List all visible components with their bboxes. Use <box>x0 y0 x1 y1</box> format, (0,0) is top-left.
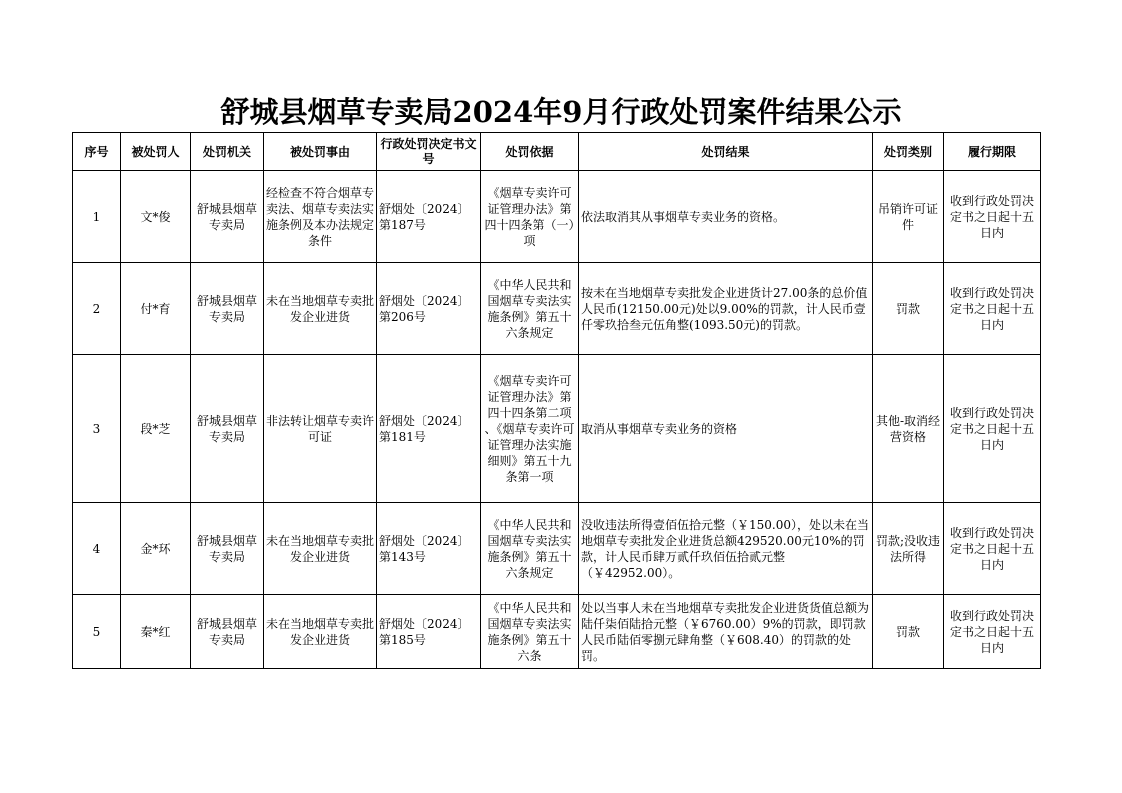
cell-result: 处以当事人未在当地烟草专卖批发企业进货货值总额为陆仟柒佰陆拾元整（￥6760.00）9%的罚款，即罚款人民币陆佰零捌元肆角整（￥608.40）的罚款的处罚。 <box>579 595 873 669</box>
cell-authority: 舒城县烟草专卖局 <box>191 171 264 263</box>
cell-authority: 舒城县烟草专卖局 <box>191 263 264 355</box>
cell-doc-no: 舒烟处〔2024〕第185号 <box>377 595 481 669</box>
cell-authority: 舒城县烟草专卖局 <box>191 355 264 503</box>
header-seq: 序号 <box>73 133 121 171</box>
cell-result: 按未在当地烟草专卖批发企业进货计27.00条的总价值人民币(12150.00元)处以9.00%的罚款，计人民币壹仟零玖拾叁元伍角整(1093.50元)的罚款。 <box>579 263 873 355</box>
cell-deadline: 收到行政处罚决定书之日起十五日内 <box>944 171 1041 263</box>
header-basis: 处罚依据 <box>481 133 579 171</box>
cell-result: 取消从事烟草专卖业务的资格 <box>579 355 873 503</box>
cell-seq: 2 <box>73 263 121 355</box>
cell-doc-no: 舒烟处〔2024〕第187号 <box>377 171 481 263</box>
header-category: 处罚类别 <box>873 133 944 171</box>
cell-category: 罚款 <box>873 263 944 355</box>
cell-category: 吊销许可证件 <box>873 171 944 263</box>
cell-seq: 4 <box>73 503 121 595</box>
cell-doc-no: 舒烟处〔2024〕第181号 <box>377 355 481 503</box>
cell-party: 付*育 <box>121 263 191 355</box>
penalty-results-table <box>72 132 1041 669</box>
cell-reason: 未在当地烟草专卖批发企业进货 <box>264 263 377 355</box>
cell-reason: 未在当地烟草专卖批发企业进货 <box>264 595 377 669</box>
cell-basis: 《中华人民共和国烟草专卖法实施条例》第五十六条 <box>481 595 579 669</box>
cell-basis: 《中华人民共和国烟草专卖法实施条例》第五十六条规定 <box>481 503 579 595</box>
document-title: 舒城县烟草专卖局2024年9月行政处罚案件结果公示 <box>220 95 902 129</box>
header-doc-no: 行政处罚决定书文号 <box>377 133 481 171</box>
cell-authority: 舒城县烟草专卖局 <box>191 595 264 669</box>
cell-seq: 1 <box>73 171 121 263</box>
table-row <box>73 595 1041 669</box>
cell-basis: 《烟草专卖许可证管理办法》第四十四条第（一）项 <box>481 171 579 263</box>
header-reason: 被处罚事由 <box>264 133 377 171</box>
cell-seq: 3 <box>73 355 121 503</box>
cell-category: 罚款 <box>873 595 944 669</box>
cell-category: 罚款;没收违法所得 <box>873 503 944 595</box>
cell-reason: 经检查不符合烟草专卖法、烟草专卖法实施条例及本办法规定条件 <box>264 171 377 263</box>
cell-seq: 5 <box>73 595 121 669</box>
cell-category: 其他-取消经营资格 <box>873 355 944 503</box>
cell-authority: 舒城县烟草专卖局 <box>191 503 264 595</box>
cell-basis: 《烟草专卖许可证管理办法》第四十四条第二项 、《烟草专卖许可证管理办法实施细则》第五十九条第一项 <box>481 355 579 503</box>
header-party: 被处罚人 <box>121 133 191 171</box>
header-deadline: 履行期限 <box>944 133 1041 171</box>
cell-deadline: 收到行政处罚决定书之日起十五日内 <box>944 503 1041 595</box>
header-authority: 处罚机关 <box>191 133 264 171</box>
cell-deadline: 收到行政处罚决定书之日起十五日内 <box>944 355 1041 503</box>
table-row <box>73 263 1041 355</box>
header-result: 处罚结果 <box>579 133 873 171</box>
cell-party: 金*环 <box>121 503 191 595</box>
cell-basis: 《中华人民共和国烟草专卖法实施条例》第五十六条规定 <box>481 263 579 355</box>
cell-party: 段*芝 <box>121 355 191 503</box>
table-header-row <box>73 133 1041 171</box>
cell-doc-no: 舒烟处〔2024〕第143号 <box>377 503 481 595</box>
cell-result: 依法取消其从事烟草专卖业务的资格。 <box>579 171 873 263</box>
cell-doc-no: 舒烟处〔2024〕第206号 <box>377 263 481 355</box>
table-row <box>73 355 1041 503</box>
cell-deadline: 收到行政处罚决定书之日起十五日内 <box>944 595 1041 669</box>
cell-reason: 未在当地烟草专卖批发企业进货 <box>264 503 377 595</box>
cell-result: 没收违法所得壹佰伍拾元整（￥150.00），处以未在当地烟草专卖批发企业进货总额429520.00元10%的罚款，计人民币肆万贰仟玖佰伍拾贰元整（￥42952.00）。 <box>579 503 873 595</box>
cell-party: 文*俊 <box>121 171 191 263</box>
cell-deadline: 收到行政处罚决定书之日起十五日内 <box>944 263 1041 355</box>
cell-reason: 非法转让烟草专卖许可证 <box>264 355 377 503</box>
table-row <box>73 503 1041 595</box>
table-row <box>73 171 1041 263</box>
cell-party: 秦*红 <box>121 595 191 669</box>
